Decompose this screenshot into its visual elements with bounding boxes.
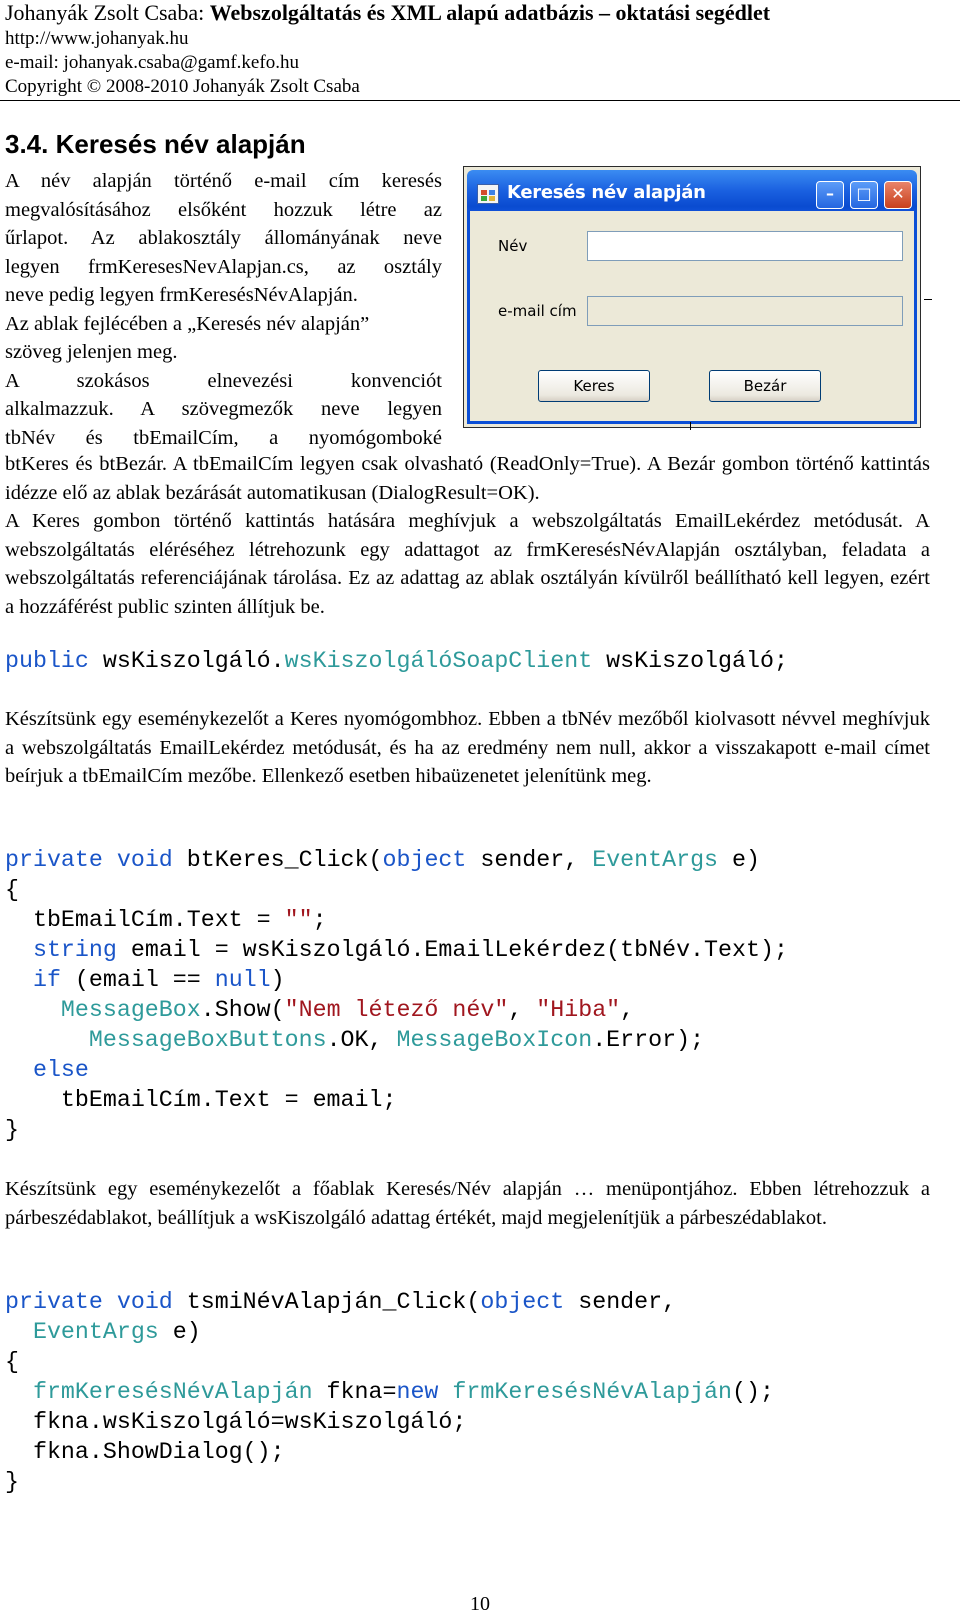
code-token: string (32, 937, 117, 963)
search-by-name-dialog (463, 166, 921, 428)
code-token: (email == (60, 967, 215, 993)
dialog-title: Keresés név alapján (507, 182, 706, 203)
page-number: 10 (470, 1593, 490, 1615)
name-label: Név (498, 237, 528, 255)
document-header-title (5, 0, 770, 26)
code-token: sender, (466, 847, 593, 873)
code-token: tbEmailCím.Text = (5, 907, 285, 933)
code-token: private (5, 847, 103, 873)
intro-continued-paragraph: btKeres és btBezár. A tbEmailCím legyen csak olvasható (ReadOnly=True). A Bezár gombon történő kattintás idézze elő az ablak bezárását automatikusan (DialogResult=OK). (5, 453, 930, 504)
code-token: sender, (564, 1289, 677, 1315)
code-block-field (5, 646, 788, 676)
code-token: EventArgs (592, 847, 719, 873)
code-token: void (116, 1289, 173, 1315)
code-token: } (5, 1469, 19, 1495)
paragraph-4: Készítsünk egy eseménykezelőt a főablak Keresés/Név alapján … menüpontjához. Ebben létrehozzuk a párbeszédablakot, beállítjuk a wsKiszolgáló adattag értékét, majd megjelenítjük a párbeszédablakot. (5, 1178, 930, 1229)
resize-tick (924, 299, 932, 300)
header-title: Webszolgáltatás és XML alapú adatbázis – oktatási segédlet (209, 0, 771, 25)
intro-line: Az ablak fejlécében a „Keresés név alapján” (5, 312, 370, 335)
code-block-tsmi (5, 1287, 774, 1497)
search-button[interactable]: Keres (538, 370, 650, 402)
code-token: wsKiszolgálóSoapClient (284, 648, 593, 674)
code-token: "Nem létező név" (284, 997, 509, 1023)
code-token: wsKiszolgáló. (88, 648, 285, 674)
intro-paragraph (5, 167, 442, 452)
intro-line: A név alapján történő e-mail cím keresés (5, 170, 442, 192)
app-icon (477, 184, 499, 204)
code-token: e) (158, 1319, 201, 1345)
code-token: "" (284, 907, 313, 933)
close-window-button[interactable]: ✕ (884, 181, 912, 209)
intro-line: legyen frmKeresesNevAlapjan.cs, az osztály (5, 255, 442, 278)
paragraph-3: Készítsünk egy eseménykezelőt a Keres nyomógombhoz. Ebben a tbNév mezőből kiolvasott névvel meghívjuk a webszolgáltatás EmailLekérdez metódusát, és ha az eredmény nem null, akkor a visszakapott e-mail címet beírjuk a tbEmailCím mezőbe. Ellenkező esetben hibaüzenetet jelenítünk meg. (5, 708, 930, 787)
code-token: new (396, 1379, 439, 1405)
code-token: EventArgs (32, 1319, 159, 1345)
code-token: tsmiNévAlapján_Click( (172, 1289, 481, 1315)
code-token: ; (312, 907, 327, 933)
header-divider (0, 100, 960, 101)
minimize-button[interactable]: – (816, 181, 844, 209)
header-copyright: Copyright © 2008-2010 Johanyák Zsolt Csaba (5, 76, 360, 97)
name-input[interactable] (587, 231, 903, 261)
code-token: fkna.ShowDialog(); (5, 1439, 285, 1465)
header-url[interactable]: http://www.johanyak.hu (5, 28, 189, 49)
code-token: { (5, 1349, 19, 1375)
code-token: fkna.wsKiszolgáló=wsKiszolgáló; (5, 1409, 467, 1435)
code-token: else (32, 1057, 89, 1083)
code-token: if (32, 967, 61, 993)
section-heading: 3.4. Keresés név alapján (5, 129, 306, 159)
code-token: wsKiszolgáló; (592, 648, 788, 674)
code-token: , (508, 997, 537, 1023)
maximize-button[interactable]: □ (850, 181, 878, 209)
intro-line: A szokásos elnevezési konvenciót (5, 369, 442, 392)
email-input (587, 296, 903, 326)
code-token: public (5, 648, 89, 674)
intro-line: neve pedig legyen frmKeresésNévAlapján. (5, 284, 358, 306)
header-author: Johanyák Zsolt Csaba: (5, 0, 210, 25)
close-button[interactable]: Bezár (709, 370, 821, 402)
code-token: .Show( (200, 997, 285, 1023)
code-token: object (480, 1289, 565, 1315)
header-email[interactable]: e-mail: johanyak.csaba@gamf.kefo.hu (5, 52, 299, 73)
code-token: frmKeresésNévAlapján (452, 1379, 733, 1405)
intro-line: megvalósításához elsőként hozzuk létre az (5, 198, 442, 221)
code-token: , (620, 997, 635, 1023)
intro-line: szöveg jelenjen meg. (5, 341, 178, 363)
intro-line: űrlapot. Az ablakosztály állományának neve (5, 227, 442, 249)
code-token: (); (732, 1379, 774, 1405)
code-token: ) (270, 967, 285, 993)
code-token: MessageBoxIcon (396, 1027, 593, 1053)
code-token: frmKeresésNévAlapján (32, 1379, 313, 1405)
code-token: tbEmailCím.Text = email; (5, 1087, 397, 1113)
resize-tick (690, 422, 691, 430)
email-label: e-mail cím (498, 302, 577, 320)
dialog-client-area (467, 211, 917, 424)
code-token: btKeres_Click( (172, 847, 383, 873)
code-token: email = wsKiszolgáló.EmailLekérdez(tbNév.Text); (116, 937, 788, 963)
code-token: } (5, 1117, 19, 1143)
code-token: .OK, (326, 1027, 397, 1053)
intro-line: tbNév és tbEmailCím, a nyomógomboké (5, 426, 442, 449)
code-token: MessageBoxButtons (88, 1027, 327, 1053)
code-token: .Error); (592, 1027, 705, 1053)
intro-line: alkalmazzuk. A szövegmezők neve legyen (5, 398, 442, 420)
code-token: private (5, 1289, 103, 1315)
code-token: e) (718, 847, 760, 873)
code-token: { (5, 877, 19, 903)
code-token: MessageBox (60, 997, 201, 1023)
code-block-btkeres (5, 845, 788, 1145)
code-token: "Hiba" (536, 997, 621, 1023)
code-token: void (116, 847, 173, 873)
code-token: fkna= (312, 1379, 397, 1405)
code-token: object (382, 847, 467, 873)
paragraph-2: A Keres gombon történő kattintás hatására meghívjuk a webszolgáltatás EmailLekérdez metódusát. A webszolgáltatás eléréséhez létrehozunk egy adattagot az frmKeresésNévAlapján osztályban, feladata a webszolgáltatás referenciájának tárolása. Ez az adattag az ablak osztályán kívülről beállítható kell legyen, ezért a hozzáférést public szinten állítjuk be. (5, 510, 930, 618)
code-token: null (214, 967, 271, 993)
